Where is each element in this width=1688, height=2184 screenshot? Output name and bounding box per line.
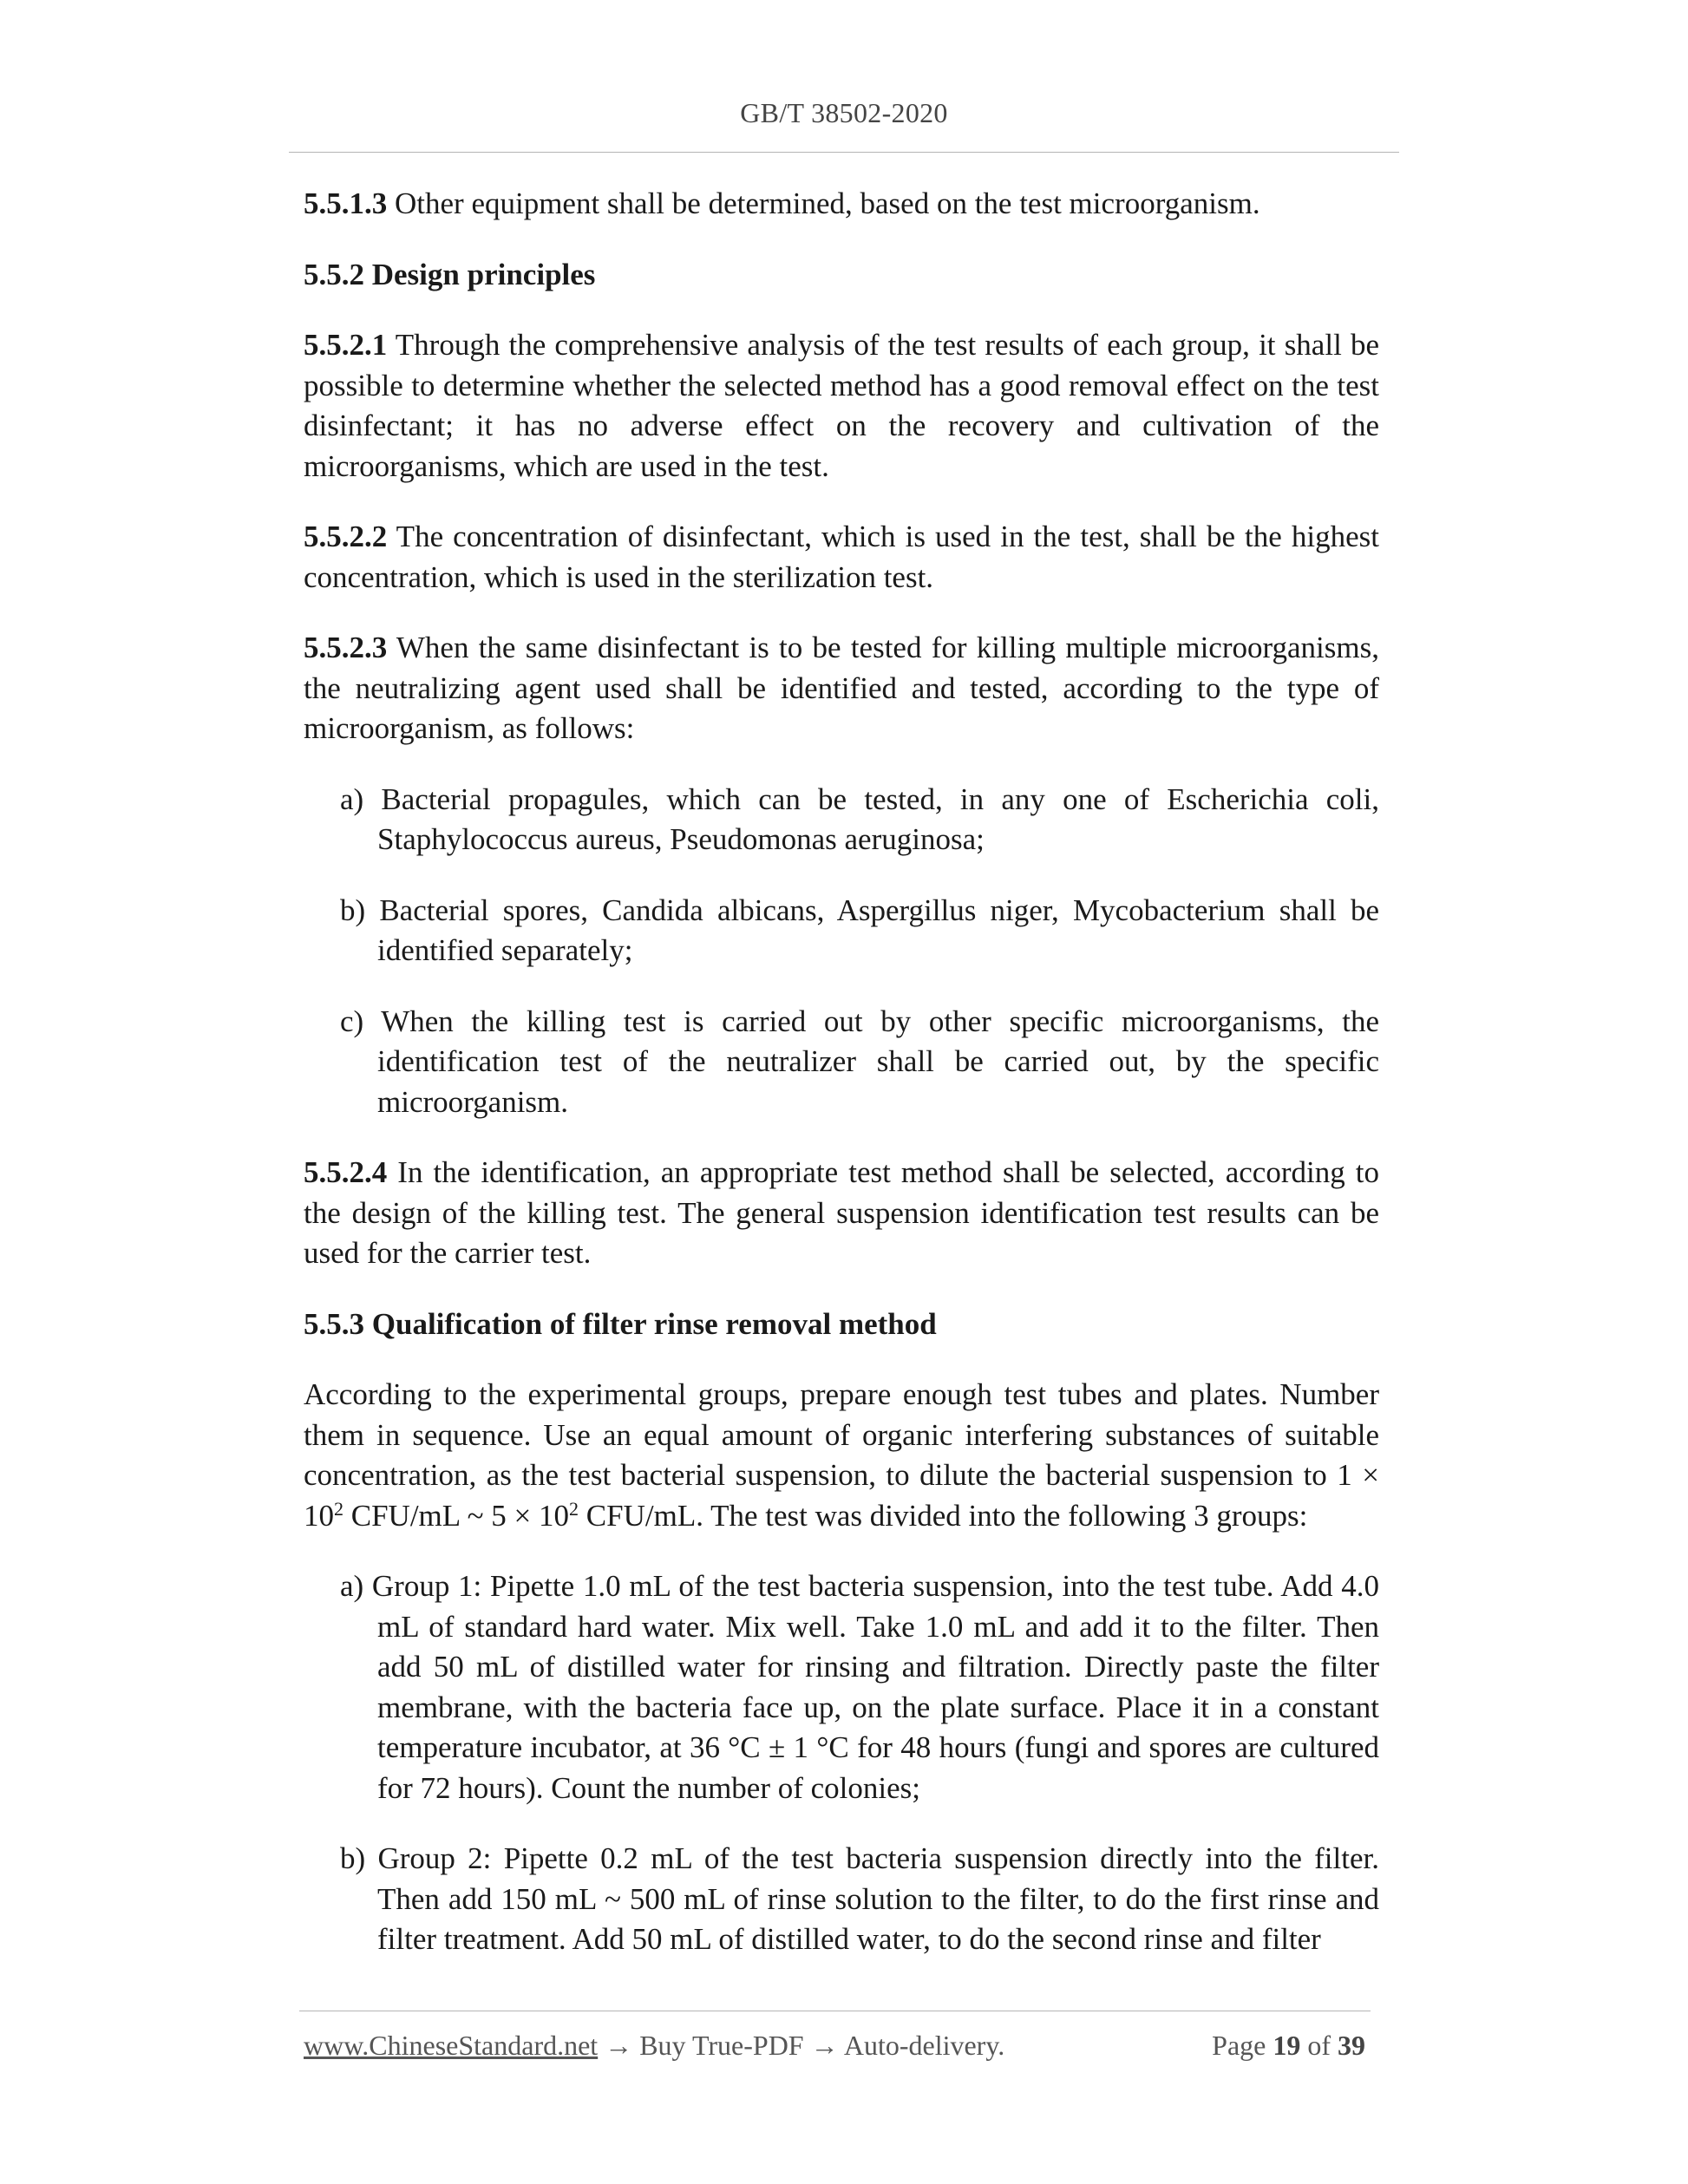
section-heading-5-5-2: 5.5.2 Design principles [304,257,596,291]
list-item: b) Bacterial spores, Candida albicans, Aspergillus niger, Mycobacterium shall be identified separately; [340,893,1379,967]
header-divider [289,152,1399,153]
paragraph-5-5-3 [304,1375,1379,1536]
superscript: 2 [569,1497,579,1520]
document-code-header: GB/T 38502-2020 [740,97,948,128]
paragraph-text: According to the experimental groups, prepare enough test tubes and plates. Number them in sequence. Use an equal amount of organic interfering substances of suitable concentration, as the test bacterial suspension, to dilute the bacterial suspension to 1 × 10 [304,1377,1379,1533]
list-item: c) When the killing test is carried out by other specific microorganisms, the identification test of the neutralizer shall be carried out, by the specific microorganism. [340,1004,1379,1119]
clause-text: The concentration of disinfectant, which is used in the test, shall be the highest concentration, which is used in the sterilization test. [304,520,1379,594]
superscript: 2 [334,1497,343,1520]
clause-5-5-2-3 [304,628,1379,749]
clause-5-5-2-4 [304,1153,1379,1274]
test-group-list [304,1566,1379,1960]
section-heading-5-5-3: 5.5.3 Qualification of filter rinse removal method [304,1306,937,1341]
page-current: 19 [1273,2030,1301,2061]
clause-number: 5.5.2.4 [304,1155,388,1189]
paragraph-text: CFU/mL. The test was divided into the following 3 groups: [579,1498,1308,1533]
page-total: 39 [1338,2030,1365,2061]
footer-tagline: → Buy True-PDF → Auto-delivery. [598,2030,1005,2061]
clause-number: 5.5.1.3 [304,186,388,220]
page-footer [304,2030,1371,2062]
list-item: b) Group 2: Pipette 0.2 mL of the test bacteria suspension directly into the filter. Then add 150 mL ~ 500 mL of rinse solution to the filter, to do the first rinse and filter treatment. Add 50 mL of distilled water, to do the second rinse and filter [340,1841,1379,1956]
list-item: a) Bacterial propagules, which can be tested, in any one of Escherichia coli, Staphylococcus aureus, Pseudomonas aeruginosa; [340,781,1379,856]
clause-text: When the same disinfectant is to be tested for killing multiple microorganisms, the neutralizing agent used shall be identified and tested, according to the type of microorganism, as follows: [304,631,1379,745]
clause-text: Other equipment shall be determined, based on the test microorganism. [387,186,1260,220]
page-of-label: of [1300,2030,1338,2061]
list-item: a) Group 1: Pipette 1.0 mL of the test bacteria suspension, into the test tube. Add 4.0 mL of standard hard water. Mix well. Take 1.0 mL and add it to the filter. Then add 50 mL of distilled water for rinsing and filtration. Directly paste the filter membrane, with the bacteria face up, on the plate surface. Place it in a constant temperature incubator, at 36 °C ± 1 °C for 48 hours (fungi and spores are cultured for 72 hours). Count the number of colonies; [340,1569,1379,1805]
page-label: Page [1212,2030,1273,2061]
website-link[interactable]: www.ChineseStandard.net [304,2030,599,2061]
clause-5-5-2-2 [304,517,1379,598]
clause-text: In the identification, an appropriate test method shall be selected, according to the design of the killing test. The general suspension identification test results can be used for the carrier test. [304,1155,1379,1270]
clause-text: Through the comprehensive analysis of the test results of each group, it shall be possible to determine whether the selected method has a good removal effect on the test disinfectant; it has no adverse effect on the recovery and cultivation of the microorganisms, which are used in the test. [304,328,1379,483]
microorganism-type-list [304,780,1379,1123]
clause-5-5-1-3 [304,184,1379,225]
page-number [1212,2030,1365,2062]
paragraph-text: CFU/mL ~ 5 × 10 [343,1498,570,1533]
clause-number: 5.5.2.2 [304,520,388,553]
clause-5-5-2-1 [304,325,1379,487]
clause-number: 5.5.2.1 [304,328,388,362]
clause-number: 5.5.2.3 [304,631,388,664]
page-content [304,184,1379,1991]
